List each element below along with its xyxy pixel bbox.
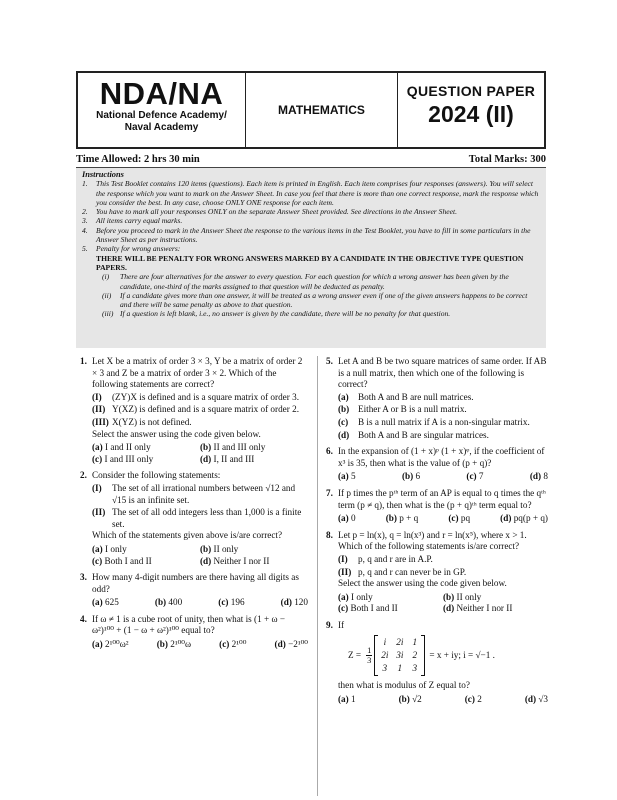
question-ask: then what is modulus of Z equal to? bbox=[338, 680, 470, 691]
question-7: 7. If p times the pᵗʰ term of an AP is equal to q times the qᵗʰ term (p ≠ q), then what is the (p + q)ᵗʰ term equal to? (a) 0 (b) p + q (c) pq (d) pq(p + q) bbox=[326, 487, 548, 524]
paper-block bbox=[398, 73, 544, 147]
answer-code: Select the answer using the code given below. bbox=[92, 428, 261, 439]
option-d: (d) −2¹⁰⁰ bbox=[274, 639, 308, 650]
penalty-rule: (ii) If a candidate gives more than one answer, it will be treated as a wrong answer even if one of the given answers happens to be correct and there will be same penalty as above to that question. bbox=[102, 290, 528, 310]
subject-block bbox=[246, 73, 398, 147]
matrix bbox=[374, 635, 425, 676]
matrix-cell: 2i bbox=[381, 650, 389, 661]
option-b: (b) 2¹⁰⁰ω bbox=[156, 639, 191, 650]
option-a: (a) I only bbox=[338, 591, 373, 602]
right-column bbox=[326, 356, 548, 711]
fraction: $\frac{1}{3}$ bbox=[367, 645, 372, 666]
question-text: Let X be a matrix of order 3 × 3, Y be a matrix of order 2 × 3 and Z be a matrix of order 3 × 2. Which of the following statements are correct? bbox=[92, 356, 303, 390]
question-ask: Which of the statements given above is/are correct? bbox=[92, 530, 283, 541]
option-d: (d) pq(p + q) bbox=[500, 513, 548, 524]
question-5: 5. Let A and B be two square matrices of same order. If AB is a null matrix, then which one of the following is correct? (a) Both A and B are null matrices. (b) Either A or B is a null matrix. (c) B is a null matrix if A is a non-singular matrix. (d) Both A and B are singular matrices. bbox=[326, 356, 547, 440]
subject-title: MATHEMATICS bbox=[278, 103, 365, 117]
option-c: (c) I and III only bbox=[92, 453, 154, 464]
question-2: 2. Consider the following statements: (I) The set of all irrational numbers between √12 and √15 is an infinite set. (II) The set of all odd integers less than 1,000 is a finite set. Which of the statements given above is/are correct? (a) I only (b) II only (c) Both I and II (d) Neither I nor II bbox=[80, 470, 308, 567]
instruction-item: 4. Before you proceed to mark in the Answer Sheet the response to the various items in the Test Booklet, you have to fill in some particulars in the Answer Sheet as per instructions. bbox=[82, 225, 531, 245]
instruction-item: 1. This Test Booklet contains 120 items (questions). Each item is printed in English. Each item comprises four responses (answers). You will select the response which you want to mark on the Answer Sheet. In case you feel that there is more than one correct response, mark the response which you consider the best. In any case, choose ONLY ONE response for each item. bbox=[82, 179, 539, 207]
option-b: (b) II only bbox=[200, 543, 239, 554]
question-9: 9. If Z = $\frac{1}{3}$ i 2i 1 2i 3i 2 3 1 3 = x + iy; i = √−1 . then what is modulus of Z equal to? (a) 1 (b) √2 (c) 2 (d) √3 bbox=[326, 619, 548, 705]
question-text: If ω ≠ 1 is a cube root of unity, then what is (1 + ω − ω²)¹⁰⁰ + (1 − ω + ω²)¹⁰⁰ equal to? bbox=[92, 613, 286, 636]
matrix-cell: 1 bbox=[412, 637, 418, 648]
option-d: Both A and B are singular matrices. bbox=[358, 429, 489, 440]
brand-block bbox=[78, 73, 246, 147]
option-d: (d) √3 bbox=[524, 694, 548, 705]
instruction-item: 3. All items carry equal marks. bbox=[82, 216, 183, 226]
option-c: (c) 2 bbox=[464, 694, 482, 705]
instructions-box bbox=[76, 168, 546, 348]
statement: p, q and r can never be in GP. bbox=[358, 566, 467, 577]
penalty-rule: (iii) If a question is left blank, i.e., no answer is given by the candidate, there will be no penalty for that question. bbox=[102, 309, 451, 319]
option-a: (a) 5 bbox=[338, 471, 356, 482]
brand-subtitle-2: Naval Academy bbox=[124, 122, 199, 133]
brand-title: NDA/NA bbox=[99, 76, 224, 111]
option-c: (c) 196 bbox=[218, 597, 245, 608]
option-a: (a) I only bbox=[92, 543, 127, 554]
matrix-cell: 3 bbox=[382, 663, 388, 674]
option-c: (c) Both I and II bbox=[338, 603, 398, 614]
matrix-cell: 2 bbox=[412, 650, 418, 661]
question-text: Let p = ln(x), q = ln(x³) and r = ln(x⁵), where x > 1. Which of the following statements is/are correct? bbox=[338, 529, 527, 552]
z-label: Z = bbox=[348, 650, 362, 661]
statement: The set of all odd integers less than 1,000 is a finite set. bbox=[112, 507, 302, 529]
question-text: How many 4-digit numbers are there having all digits as odd? bbox=[92, 572, 299, 594]
option-a: (a) 1 bbox=[338, 694, 356, 705]
option-b: (b) 400 bbox=[154, 597, 183, 608]
left-column bbox=[80, 356, 308, 656]
option-b: Either A or B is a null matrix. bbox=[358, 404, 467, 415]
question-6: 6. In the expansion of (1 + x)ᵖ (1 + x)ᵠ, if the coefficient of x³ is 35, then what is the value of (p + q)? (a) 5 (b) 6 (c) 7 (d) 8 bbox=[326, 446, 548, 482]
option-a: (a) 0 bbox=[338, 513, 356, 524]
option-c: (c) 2¹⁰⁰ bbox=[219, 639, 247, 650]
instruction-item: 2. You have to mark all your responses ONLY on the separate Answer Sheet provided. See directions in the Answer Sheet. bbox=[82, 207, 458, 217]
option-c: (c) Both I and II bbox=[92, 555, 152, 566]
option-a: (a) 2¹⁰⁰ω² bbox=[92, 639, 129, 650]
column-divider bbox=[317, 356, 318, 796]
option-d: (d) 8 bbox=[529, 471, 548, 482]
instruction-item: 5. Penalty for wrong answers: bbox=[82, 244, 181, 254]
option-d: (d) Neither I nor II bbox=[200, 555, 270, 566]
total-marks: Total Marks: 300 bbox=[468, 154, 546, 165]
question-text: Let A and B be two square matrices of same order. If AB is a null matrix, then which one of the following is correct? bbox=[338, 356, 547, 390]
question-text: Consider the following statements: bbox=[92, 470, 221, 481]
option-a: Both A and B are null matrices. bbox=[358, 391, 474, 402]
statement: (ZY)X is defined and is a square matrix of order 3. bbox=[112, 391, 300, 402]
brand-subtitle-1: National Defence Academy/ bbox=[96, 110, 227, 121]
matrix-cell: 2i bbox=[396, 637, 404, 648]
option-c: (c) pq bbox=[448, 513, 471, 524]
question-1: 1. Let X be a matrix of order 3 × 3, Y be a matrix of order 2 × 3 and Z be a matrix of order 3 × 2. Which of the following statements are correct? (I) (ZY)X is defined and is a square matrix of order 3. (II) Y(XZ) is defined and is a square matrix of order 2. (III) X(YZ) is not defined. Select the answer using the code given below. (a) I and II only (b) II and III only (c) I and III only (d) I, II and III bbox=[80, 356, 308, 465]
option-b: (b) √2 bbox=[398, 694, 422, 705]
option-d: (d) 120 bbox=[280, 597, 308, 608]
statement: X(YZ) is not defined. bbox=[112, 416, 192, 427]
option-d: (d) I, II and III bbox=[200, 453, 255, 464]
answer-code: Select the answer using the code given below. bbox=[338, 578, 507, 589]
option-a: (a) 625 bbox=[92, 597, 119, 608]
question-3: 3. How many 4-digit numbers are there having all digits as odd? (a) 625 (b) 400 (c) 196 (d) 120 bbox=[80, 572, 308, 608]
question-4: 4. If ω ≠ 1 is a cube root of unity, then what is (1 + ω − ω²)¹⁰⁰ + (1 − ω + ω²)¹⁰⁰ equal to? (a) 2¹⁰⁰ω² (b) 2¹⁰⁰ω (c) 2¹⁰⁰ (d) −2¹⁰⁰ bbox=[80, 613, 308, 650]
question-text: If p times the pᵗʰ term of an AP is equal to q times the qᵗʰ term (p ≠ q), then what is the (p + q)ᵗʰ term equal to? bbox=[338, 487, 546, 510]
option-d: (d) Neither I nor II bbox=[443, 603, 513, 614]
option-b: (b) p + q bbox=[385, 513, 419, 524]
option-b: (b) 6 bbox=[401, 471, 421, 482]
matrix-cell: 3 bbox=[412, 663, 418, 674]
penalty-notice: THERE WILL BE PENALTY FOR WRONG ANSWERS MARKED BY A CANDIDATE IN THE OBJECTIVE TYPE QUESTION PAPERS. bbox=[96, 253, 524, 272]
statement: p, q and r are in A.P. bbox=[358, 553, 433, 564]
paper-header bbox=[76, 71, 546, 149]
instructions-title: Instructions bbox=[82, 170, 124, 179]
option-a: (a) I and II only bbox=[92, 442, 151, 453]
matrix-cell: 1 bbox=[397, 663, 403, 674]
option-c: (c) 7 bbox=[466, 471, 484, 482]
matrix-equation bbox=[338, 635, 548, 676]
time-allowed: Time Allowed: 2 hrs 30 min bbox=[76, 154, 200, 165]
matrix-cell: 3i bbox=[396, 650, 404, 661]
exam-meta bbox=[76, 154, 546, 165]
question-8: 8. Let p = ln(x), q = ln(x³) and r = ln(x⁵), where x > 1. Which of the following statements is/are correct? (I) p, q and r are in A.P. (II) p, q and r can never be in GP. Select the answer using the code given below. (a) I only (b) II only (c) Both I and II (d) Neither I nor II bbox=[326, 530, 548, 615]
question-paper-label: QUESTION PAPER bbox=[406, 83, 536, 99]
question-text: In the expansion of (1 + x)ᵖ (1 + x)ᵠ, if the coefficient of x³ is 35, then what is the value of (p + q)? bbox=[338, 446, 545, 468]
penalty-rule: (i) There are four alternatives for the answer to every question. For each question for which a wrong answer has been given by the candidate, one-third of the marks assigned to that question will be deducted as penalty. bbox=[102, 272, 509, 291]
option-b: (b) II only bbox=[443, 591, 482, 602]
paper-year: 2024 (II) bbox=[428, 101, 514, 127]
matrix-cell: i bbox=[383, 637, 387, 648]
option-c: B is a null matrix if A is a non-singular matrix. bbox=[358, 416, 530, 427]
equation-rhs: = x + iy; i = √−1 . bbox=[429, 650, 495, 661]
question-text: If bbox=[338, 619, 345, 630]
statement: Y(XZ) is defined and is a square matrix of order 2. bbox=[112, 404, 300, 415]
option-b: (b) II and III only bbox=[200, 442, 266, 453]
statement: The set of all irrational numbers between √12 and √15 is an infinite set. bbox=[112, 482, 296, 505]
